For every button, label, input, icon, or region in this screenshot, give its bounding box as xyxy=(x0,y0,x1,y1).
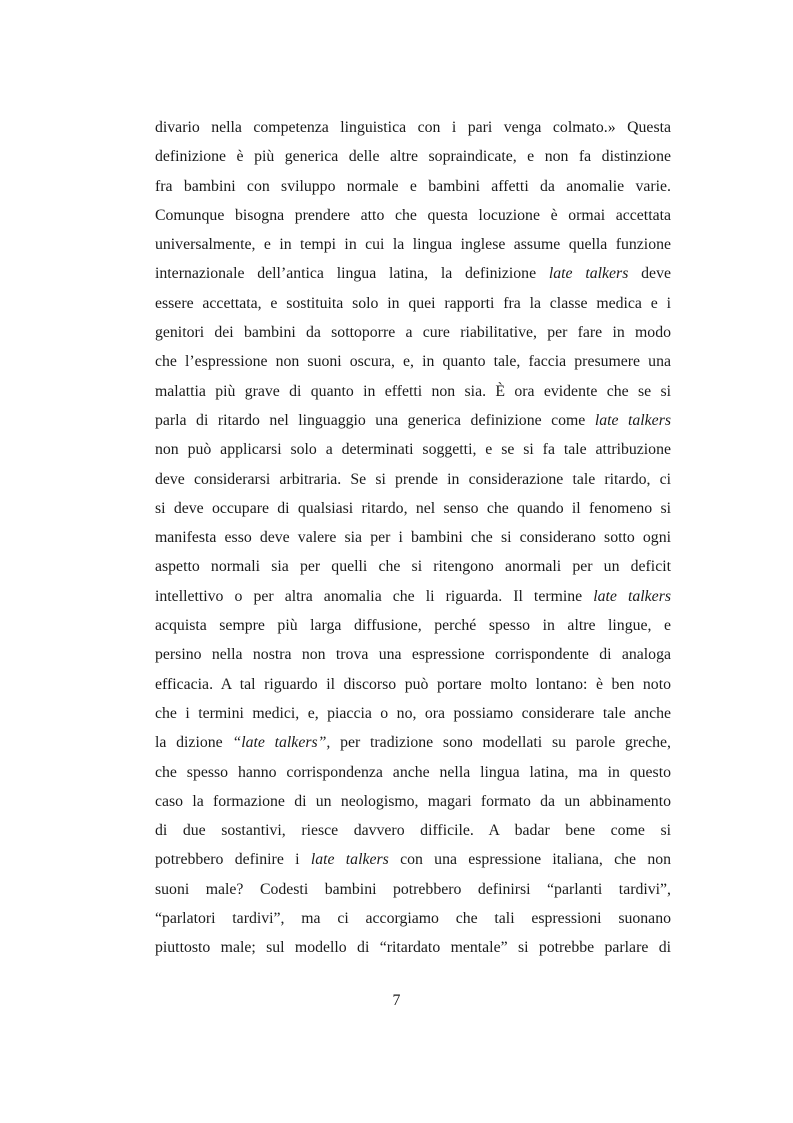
text-segment: suoni male? Codesti bambini potrebbero definirsi “parlanti tardivi”, xyxy=(155,880,671,898)
italic-term: late talkers xyxy=(310,851,389,869)
text-segment: piuttosto male; sul modello di “ritardato mentale” si potrebbe parlare di xyxy=(155,939,671,957)
text-line xyxy=(155,406,671,435)
text-line xyxy=(155,758,671,787)
text-segment: per tradizione sono modellati su parole greche, xyxy=(330,734,671,752)
italic-term: late talkers xyxy=(593,587,671,605)
text-segment: si deve occupare di qualsiasi ritardo, nel senso che quando il fenomeno si xyxy=(155,499,671,517)
text-line xyxy=(155,494,671,523)
text-line xyxy=(155,347,671,376)
text-segment: efficacia. A tal riguardo il discorso può portare molto lontano: è ben noto xyxy=(155,675,671,693)
italic-term: late talkers xyxy=(594,411,671,429)
italic-term: late talkers xyxy=(548,265,629,283)
text-segment: che spesso hanno corrispondenza anche nella lingua latina, ma in questo xyxy=(155,763,671,781)
text-segment: fra bambini con sviluppo normale e bambini affetti da anomalie varie. xyxy=(155,177,671,195)
text-segment: Comunque bisogna prendere atto che questa locuzione è ormai accettata xyxy=(155,206,671,224)
text-line xyxy=(155,142,671,171)
text-line xyxy=(155,699,671,728)
text-segment: internazionale dell’antica lingua latina, la definizione xyxy=(155,265,549,283)
text-segment: che l’espressione non suoni oscura, e, in quanto tale, faccia presumere una xyxy=(155,353,671,371)
page-number: 7 xyxy=(392,992,401,1009)
text-line xyxy=(155,611,671,640)
text-line xyxy=(155,933,671,962)
text-segment: universalmente, e in tempi in cui la lingua inglese assume quella funzione xyxy=(155,236,671,254)
text-segment: manifesta esso deve valere sia per i bambini che si considerano sotto ogni xyxy=(155,529,671,547)
text-line xyxy=(155,201,671,230)
text-line xyxy=(155,670,671,699)
text-line xyxy=(155,523,671,552)
text-line xyxy=(155,787,671,816)
text-line xyxy=(155,845,671,874)
text-line xyxy=(155,289,671,318)
text-line xyxy=(155,435,671,464)
text-line xyxy=(155,318,671,347)
text-line xyxy=(155,640,671,669)
text-segment: di due sostantivi, riesce davvero difficile. A badar bene come si xyxy=(155,822,671,840)
text-segment: persino nella nostra non trova una espressione corrispondente di analoga xyxy=(155,646,671,664)
text-segment: deve considerarsi arbitraria. Se si prende in considerazione tale ritardo, ci xyxy=(155,470,671,488)
text-line xyxy=(155,230,671,259)
text-line xyxy=(155,582,671,611)
text-line xyxy=(155,377,671,406)
text-line xyxy=(155,552,671,581)
text-line xyxy=(155,904,671,933)
body-text xyxy=(155,113,671,963)
text-segment: genitori dei bambini da sottoporre a cure riabilitative, per fare in modo xyxy=(155,324,671,342)
text-line xyxy=(155,816,671,845)
text-line xyxy=(155,113,671,142)
text-segment: la dizione xyxy=(155,734,233,752)
text-line xyxy=(155,172,671,201)
text-line xyxy=(155,259,671,288)
text-segment: caso la formazione di un neologismo, magari formato da un abbinamento xyxy=(155,792,671,810)
text-segment: deve xyxy=(628,265,671,283)
text-segment: divario nella competenza linguistica con i pari venga colmato.» Questa xyxy=(155,119,671,136)
text-segment: intellettivo o per altra anomalia che li riguarda. Il termine xyxy=(155,587,594,605)
text-segment: che i termini medici, e, piaccia o no, ora possiamo considerare tale anche xyxy=(155,704,671,722)
text-segment: “parlatori tardivi”, ma ci accorgiamo che tali espressioni suonano xyxy=(155,910,671,928)
text-line xyxy=(155,465,671,494)
italic-term: “late talkers”, xyxy=(232,734,331,752)
text-line xyxy=(155,728,671,757)
text-segment: potrebbero definire i xyxy=(155,851,311,869)
text-segment: definizione è più generica delle altre sopraindicate, e non fa distinzione xyxy=(155,148,671,166)
text-line xyxy=(155,875,671,904)
text-segment: parla di ritardo nel linguaggio una generica definizione come xyxy=(155,411,595,429)
text-segment: non può applicarsi solo a determinati soggetti, e se si fa tale attribuzione xyxy=(155,441,671,459)
text-segment: aspetto normali sia per quelli che si ritengono anormali per un deficit xyxy=(155,558,671,576)
text-segment: essere accettata, e sostituita solo in quei rapporti fra la classe medica e i xyxy=(155,294,671,312)
text-segment: acquista sempre più larga diffusione, perché spesso in altre lingue, e xyxy=(155,617,671,635)
text-segment: con una espressione italiana, che non xyxy=(388,851,671,869)
text-segment: malattia più grave di quanto in effetti non sia. È ora evidente che se si xyxy=(155,382,671,400)
